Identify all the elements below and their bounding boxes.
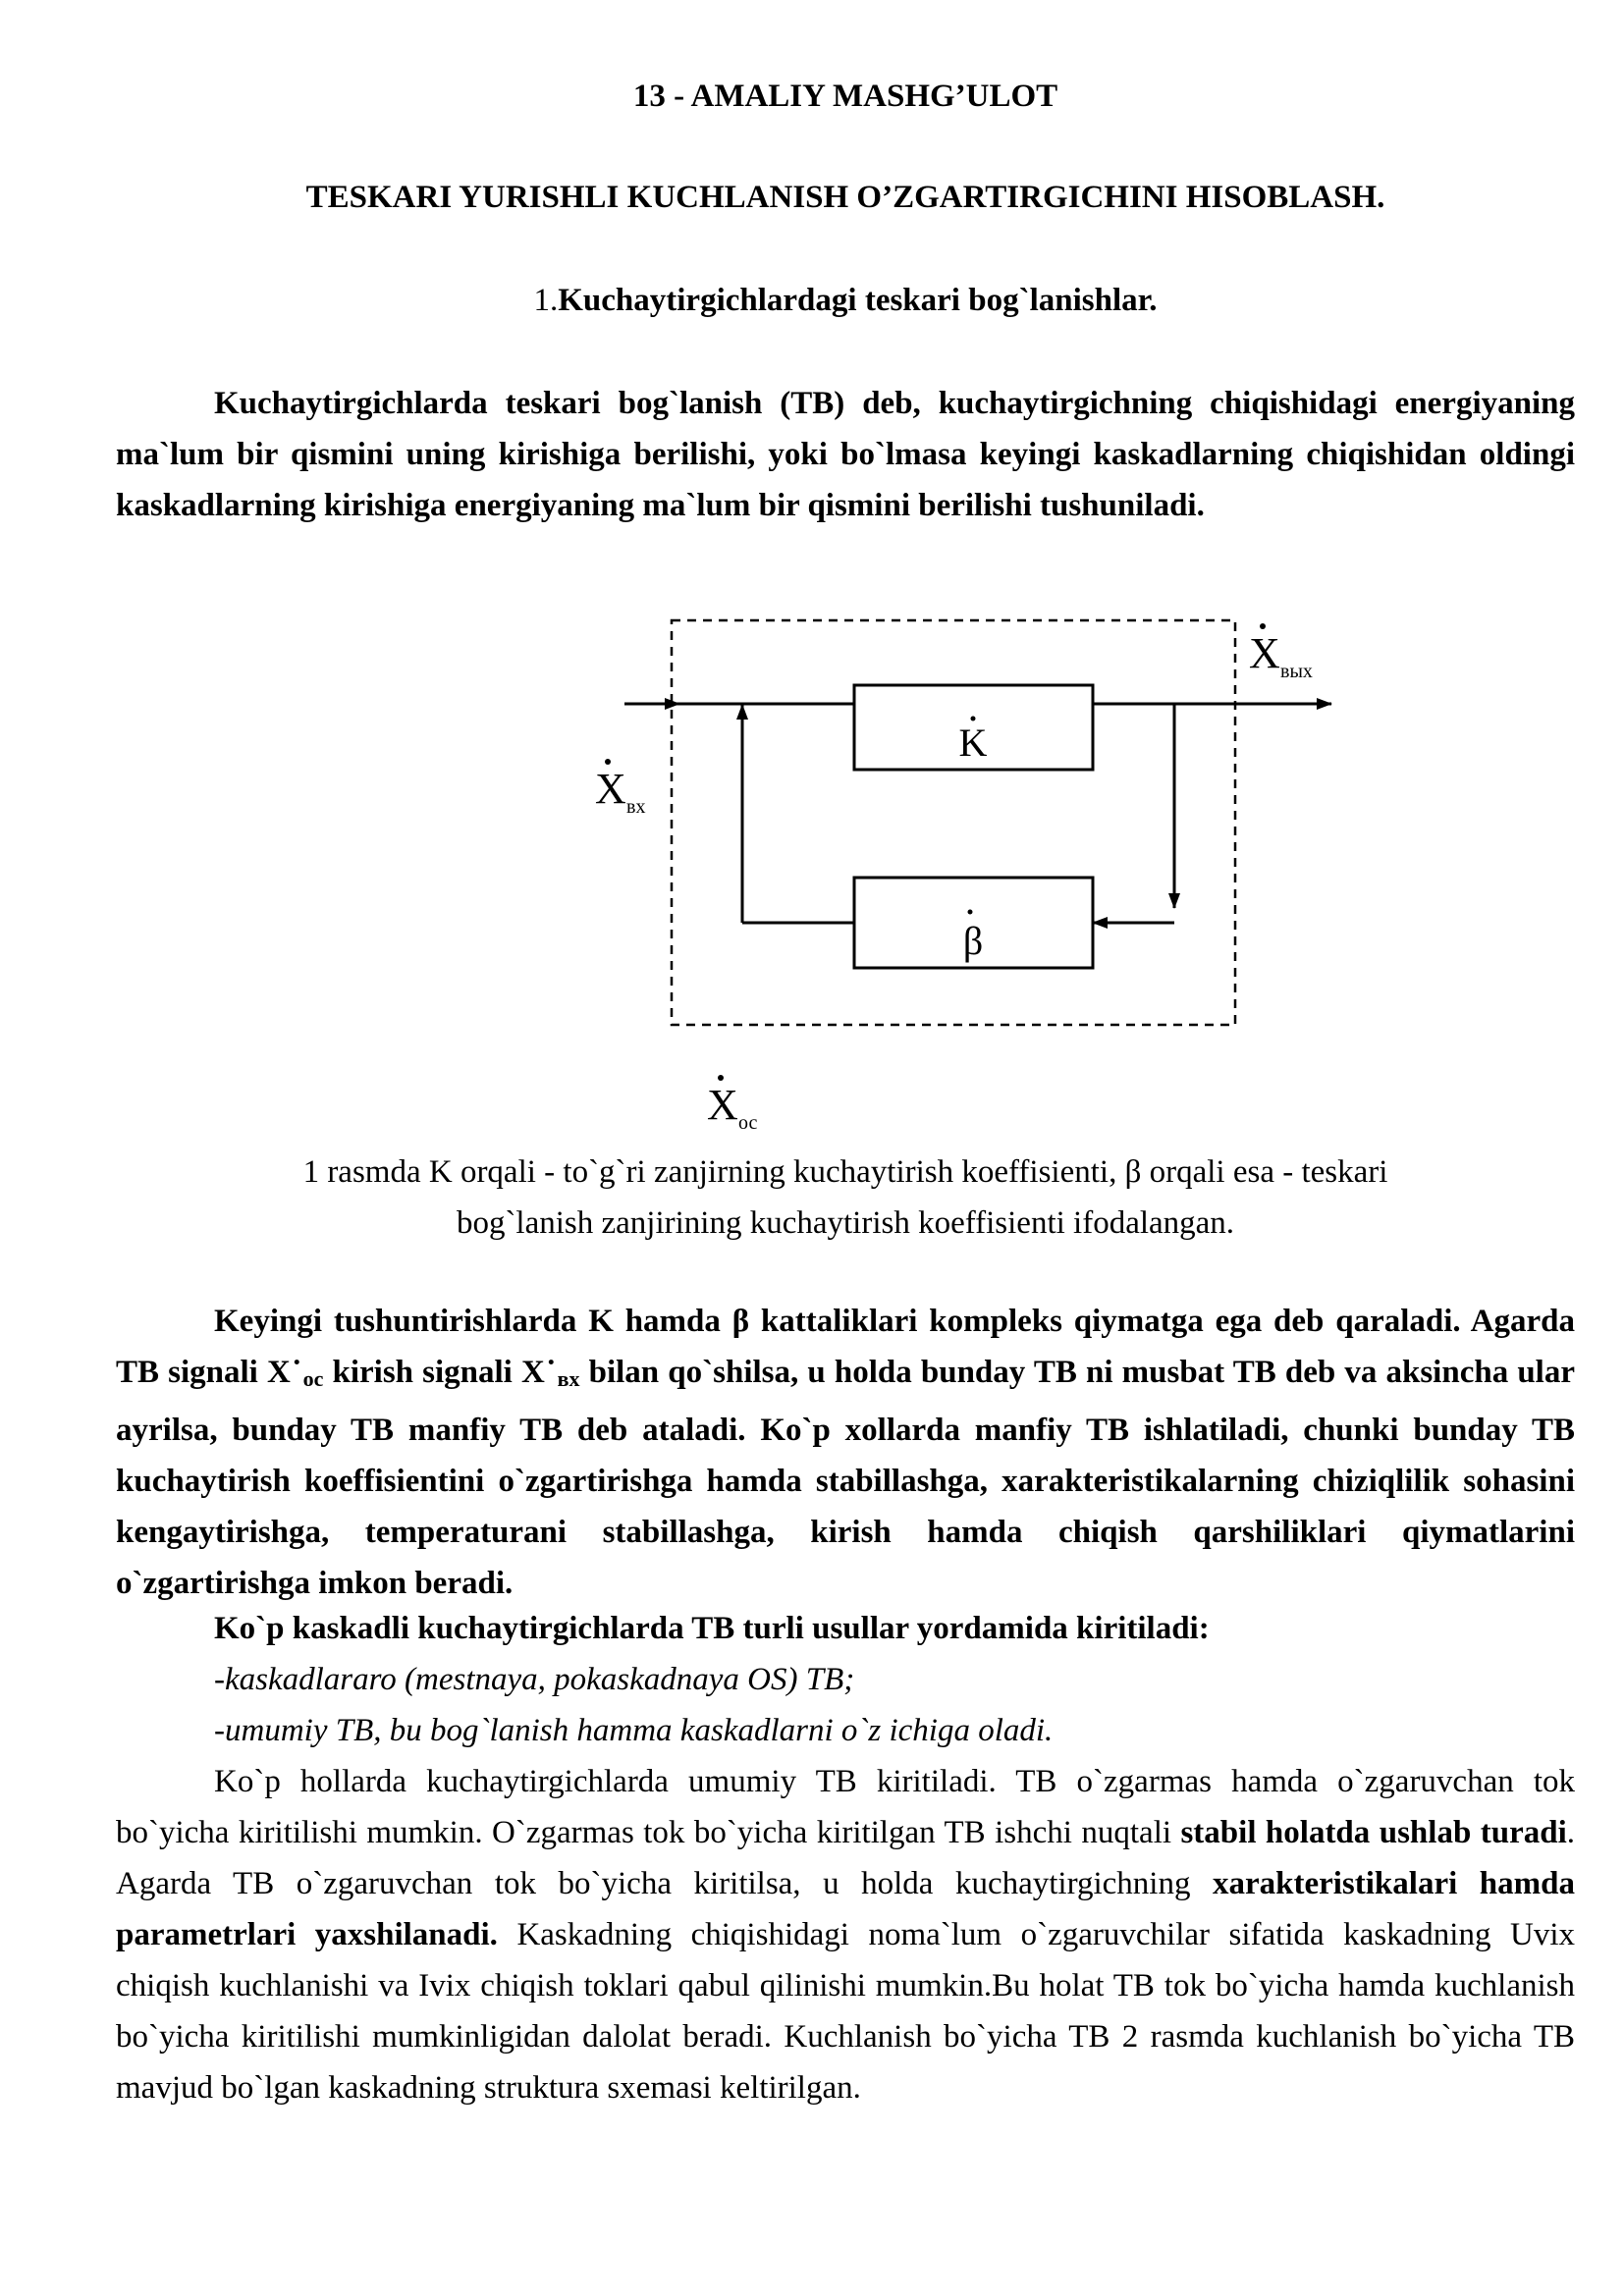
svg-text:вх: вх — [626, 796, 646, 818]
page-subtitle: TESKARI YURISHLI KUCHLANISH O’ZGARTIRGICHINI HISOBLASH. — [305, 180, 1385, 215]
svg-text:ос: ос — [738, 1112, 758, 1134]
input-signal-label — [595, 759, 645, 818]
p2-part1: Keyingi tushuntirishlarda K hamda β kattaliklari kompleks qiymatga ega deb qaraladi. Agarda TB signali X˙ — [116, 1304, 1575, 1390]
caption-line-1: 1 rasmda K orqali - to`g`ri zanjirning kuchaytirish koeffisienti, β orqali esa - teskari — [302, 1154, 1388, 1190]
multistage-heading: Ko`p kaskadli kuchaytirgichlarda TB turli usullar yordamida kiritiladi: — [214, 1611, 1210, 1646]
p3-b-bold: stabil holatda ushlab turadi — [1180, 1815, 1567, 1850]
output-signal-label — [1249, 623, 1313, 682]
p3-d-bold: xarakteristikalari hamda parametrlari yaxshilanadi. — [116, 1866, 1575, 1952]
list-item-local: -kaskadlararo (mestnaya, pokaskadnaya OS) TB; — [214, 1662, 855, 1697]
svg-text:X: X — [707, 1081, 738, 1129]
section-heading — [116, 283, 1575, 319]
section-title: Kuchaytirgichlardagi teskari bog`lanishlar. — [558, 283, 1158, 318]
p3-a: Ko`p hollarda kuchaytirgichlarda umumiy TB kiritiladi. TB o`zgarmas hamda o`zgaruvchan tok bo`yicha kiritilishi mumkin. O`zgarmas tok bo`yicha kiritilgan TB ishchi nuqtali — [116, 1764, 1575, 1850]
page-title: 13 - AMALIY MASHG’ULOT — [632, 79, 1058, 114]
feedback-block-dot — [968, 910, 973, 915]
forward-block-label: K — [958, 721, 988, 765]
caption-line-2: bog`lanish zanjirining kuchaytirish koeffisienti ifodalangan. — [456, 1205, 1235, 1241]
forward-block-dot — [971, 717, 976, 721]
svg-text:X: X — [1249, 629, 1280, 677]
p2-sub-vx: вх — [557, 1366, 580, 1391]
section-number: 1. — [533, 283, 559, 318]
general-feedback-paragraph — [116, 1756, 1575, 2113]
svg-text:вых: вых — [1280, 661, 1313, 682]
list-item-global: -umumiy TB, bu bog`lanish hamma kaskadlarni o`z ichiga oladi. — [214, 1713, 1054, 1748]
p3-e: Kaskadning chiqishidagi noma`lum o`zgaruvchilar sifatida kaskadning Uvix chiqish kuchlanishi va Ivix chiqish toklari qabul qilinishi mumkin.Bu holat TB tok bo`yicha hamda kuchlanish bo`yicha kiritilishi mumkinligidan dalolat beradi. Kuchlanish bo`yicha TB 2 rasmda kuchlanish bo`yicha TB mavjud bo`lgan kaskadning struktura sxemasi keltirilgan. — [116, 1917, 1575, 2106]
feedback-types-paragraph — [116, 1296, 1575, 1609]
p3-c: . Agarda TB o`zgaruvchan tok bo`yicha kiritilsa, u holda kuchaytirgichning — [116, 1815, 1575, 1901]
feedback-block-diagram — [460, 569, 1402, 1139]
feedback-signal-label — [707, 1075, 757, 1134]
figure-caption — [116, 1147, 1575, 1249]
intro-paragraph: Kuchaytirgichlarda teskari bog`lanish (TB) deb, kuchaytirgichning chiqishidagi energiyaning ma`lum bir qismini uning kirishiga berilishi, yoki bo`lmasa keyingi kaskadlarning chiqishidan oldingi kaskadlarning kirishiga energiyaning ma`lum bir qismini berilishi tushuniladi. — [116, 386, 1575, 523]
svg-text:X: X — [595, 765, 626, 813]
p2-part2: kirish signali X˙ — [323, 1355, 558, 1390]
feedback-block-label: β — [962, 919, 984, 963]
p2-part3: bilan qo`shilsa, u holda bunday TB ni musbat TB deb va aksincha ular ayrilsa, bunday TB manfiy TB deb ataladi. Ko`p xollarda manfiy TB ishlatiladi, chunki bunday TB kuchaytirish koeffisientini o`zgartirishga hamda stabillashga, xarakteristikalarning chiziqlilik sohasini kengaytirishga, temperaturani stabillashga, kirish hamda chiqish qarshiliklari qiymatlarini o`zgartirishga imkon beradi. — [116, 1355, 1575, 1601]
p2-sub-oc: oc — [302, 1366, 324, 1391]
